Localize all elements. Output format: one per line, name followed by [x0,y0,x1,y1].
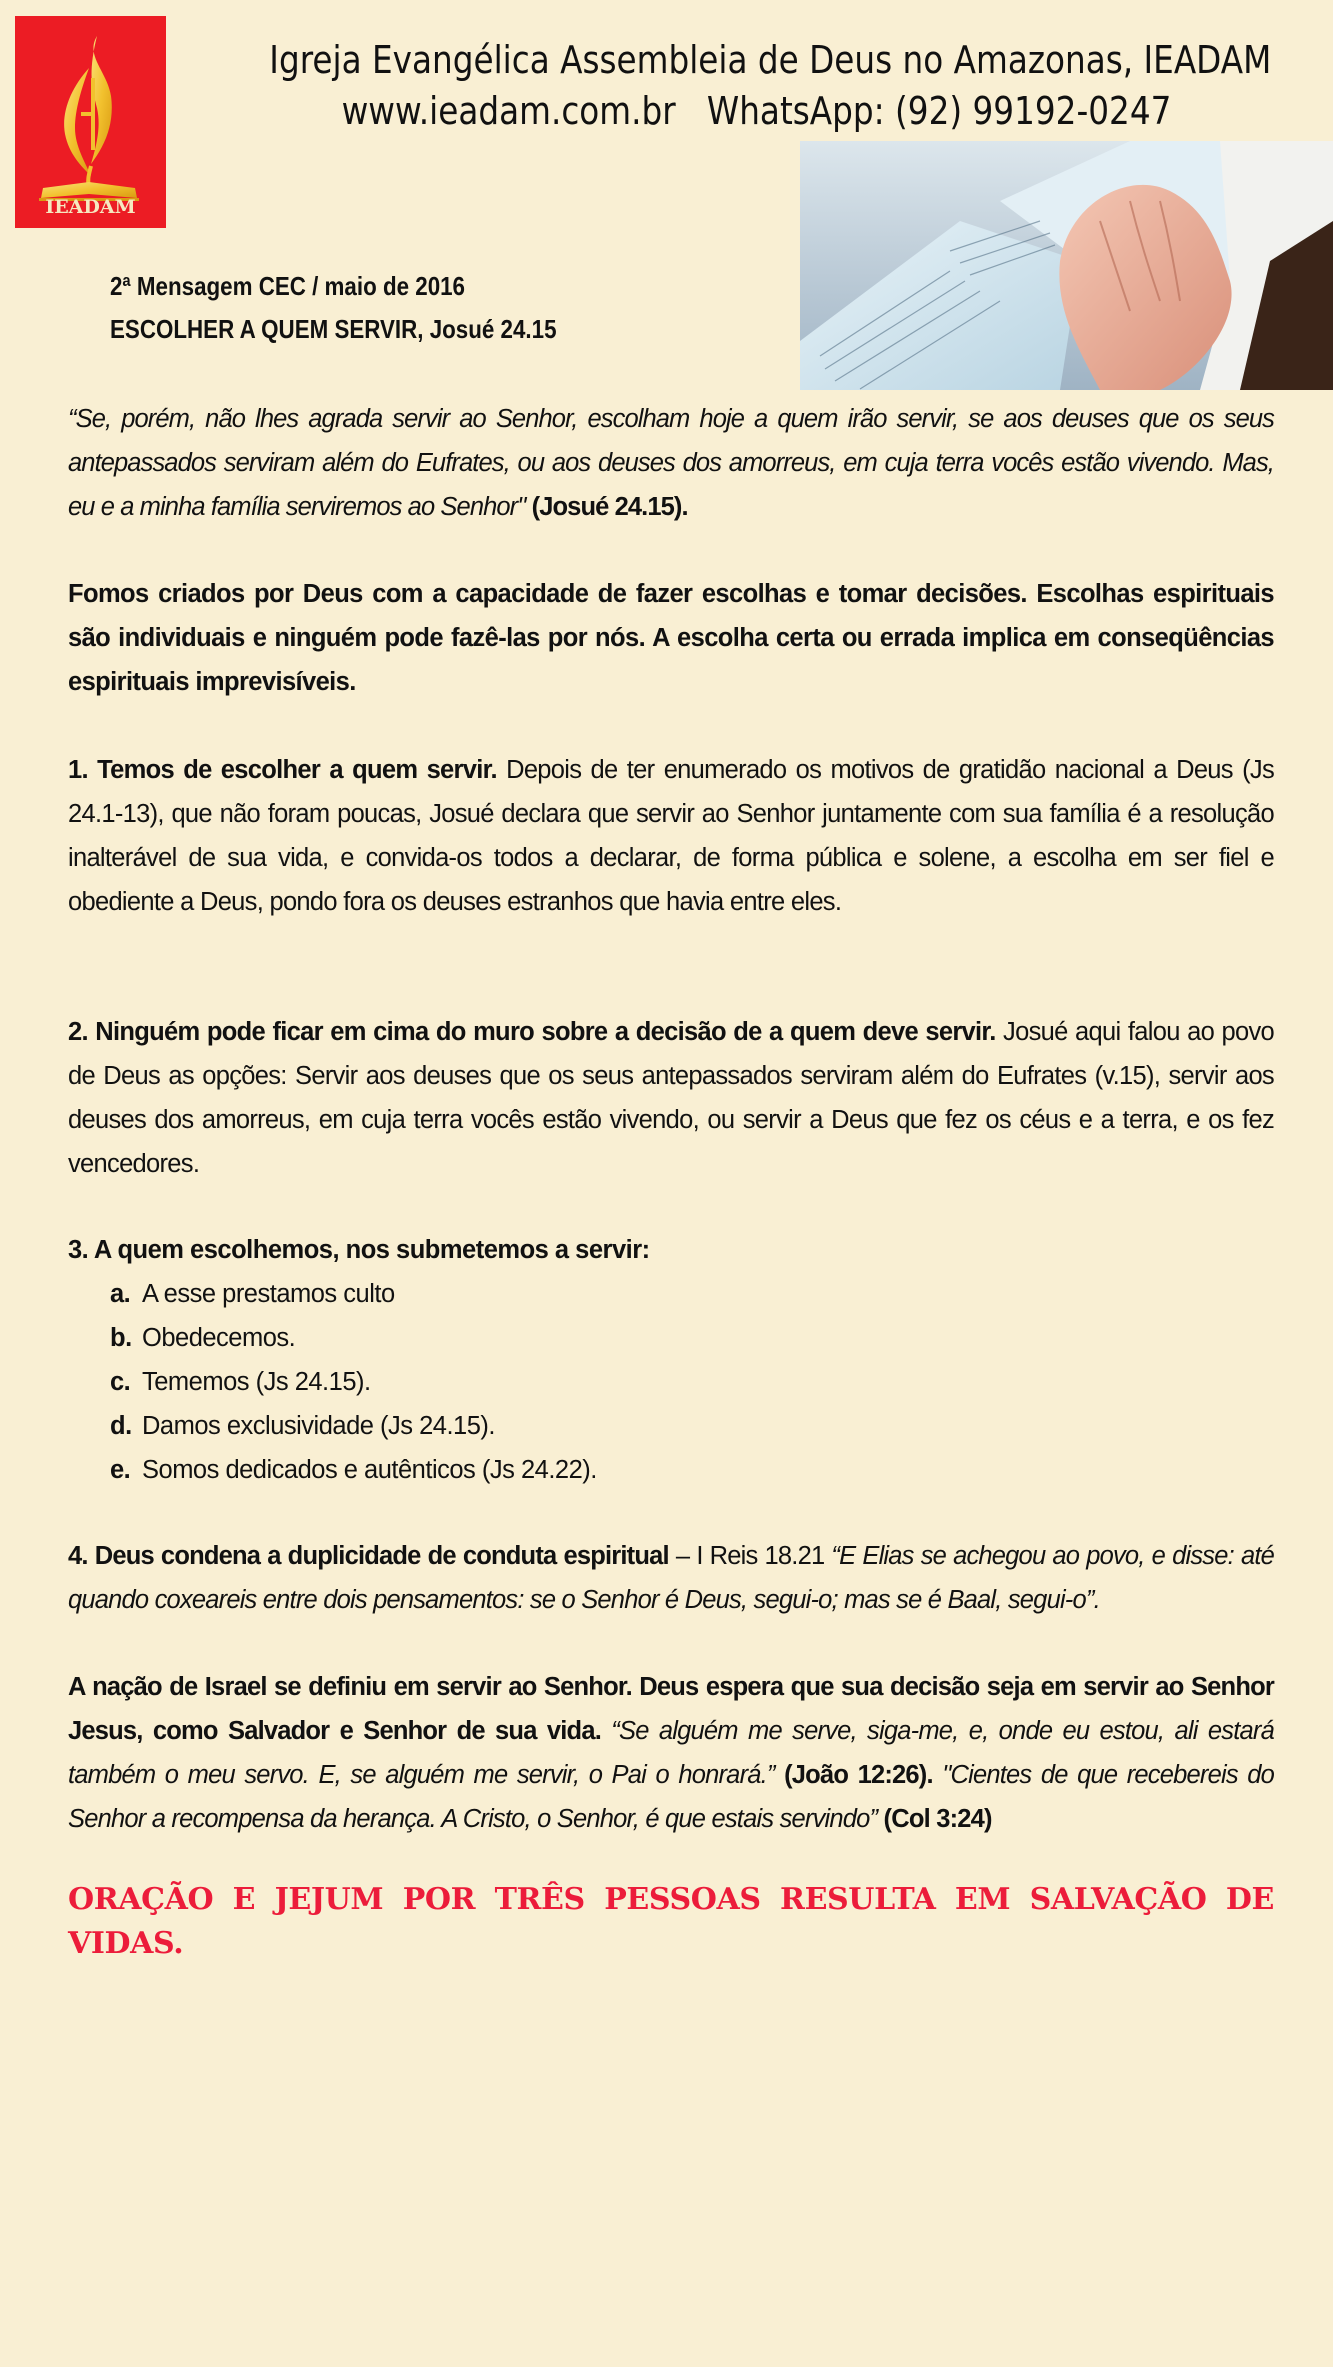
list-item-text: Obedecemos. [142,1324,296,1352]
list-item-text: A esse prestamos culto [142,1280,395,1308]
point-3-list [68,1272,1274,1492]
opening-scripture [68,397,1274,529]
whatsapp-contact[interactable]: WhatsApp: (92) 99192-0247 [706,89,1172,133]
conclusion-quote-2: "Cientes de que recebereis do Senhor a recompensa da herança. A Cristo, o Senhor, é que estais servindo” [68,1761,1275,1833]
point-2-heading: 2. Ninguém pode ficar em cima do muro sobre a decisão de a quem deve servir. [68,1018,996,1046]
list-item-text: Damos exclusividade (Js 24.15). [142,1412,495,1440]
intro-paragraph [68,572,1274,704]
list-item [110,1360,1274,1404]
conclusion-ref-2: (Col 3:24) [877,1805,992,1833]
header-photo [800,141,1333,390]
conclusion-paragraph [68,1665,1274,1841]
conclusion-ref-1: (João 12:26). [774,1761,943,1789]
list-marker: a. [110,1280,131,1308]
intro-text: Fomos criados por Deus com a capacidade de fazer escolhas e tomar decisões. Escolhas espirituais são individuais e ninguém pode fazê-las por nós. A escolha certa ou errada implica em conseqüências espirituais imprevisíveis. [68,580,1274,696]
conclusion-quote-1: “Se alguém me serve, siga-me, e, onde eu estou, ali estará também o meu servo. E, se alguém me servir, o Pai o honrará.” [68,1717,1274,1789]
message-series: 2ª Mensagem CEC / maio de 2016 [110,271,466,301]
point-1 [68,748,1274,924]
church-name: Igreja Evangélica Assembleia de Deus no Amazonas, IEADAM [269,38,1272,82]
list-marker: c. [110,1368,131,1396]
conclusion-text: A nação de Israel se definiu em servir ao Senhor. Deus espera que sua decisão seja em servir ao Senhor Jesus, como Salvador e Senhor de sua vida. [68,1673,1274,1745]
scripture-quote: “Se, porém, não lhes agrada servir ao Senhor, escolham hoje a quem irão servir, se aos deuses que os seus antepassados serviram além do Eufrates, ou aos deuses dos amorreus, em cuja terra vocês estão vivendo. Mas, eu e a minha família serviremos ao Senhor" [68,405,1274,521]
message-title: ESCOLHER A QUEM SERVIR, Josué 24.15 [110,314,557,344]
point-4-quote: “E Elias se achegou ao povo, e disse: até quando coxeareis entre dois pensamentos: se o Senhor é Deus, segui-o; mas se é Baal, segui-o”. [68,1542,1274,1614]
list-item [110,1316,1274,1360]
point-2 [68,1010,1274,1186]
list-item [110,1272,1274,1316]
point-1-body: Depois de ter enumerado os motivos de gratidão nacional a Deus (Js 24.1-13), que não foram poucas, Josué declara que servir ao Senhor juntamente com sua família é a resolução inalterável de sua vida, e convida-os todos a declarar, de forma pública e solene, a escolha em ser fiel e obediente a Deus, pondo fora os deuses estranhos que havia entre eles. [68,756,1274,916]
praying-hands-photo-icon [800,141,1333,390]
point-4-heading: 4. Deus condena a duplicidade de conduta espiritual [68,1542,669,1570]
list-item [110,1404,1274,1448]
scripture-reference: (Josué 24.15). [525,493,688,521]
logo-wordmark: IEADAM [45,196,136,218]
point-1-heading: 1. Temos de escolher a quem servir. [68,756,497,784]
point-4 [68,1534,1274,1622]
point-4-reference: – I Reis 18.21 [668,1542,832,1570]
list-marker: e. [110,1456,131,1484]
list-marker: b. [110,1324,132,1352]
list-item-text: Tememos (Js 24.15). [142,1368,371,1396]
point-3 [68,1228,1274,1492]
website-link[interactable]: www.ieadam.com.br [341,89,676,133]
point-3-heading: 3. A quem escolhemos, nos submetemos a servir: [68,1236,650,1264]
closing-call-to-action: ORAÇÃO E JEJUM POR TRÊS PESSOAS RESULTA EM SALVAÇÃO DE VIDAS. [68,1882,1274,1961]
list-marker: d. [110,1412,132,1440]
ieadam-logo [15,16,166,228]
list-item [110,1448,1274,1492]
list-item-text: Somos dedicados e autênticos (Js 24.22). [142,1456,597,1484]
contact-line [269,89,1243,133]
point-2-body: Josué aqui falou ao povo de Deus as opções: Servir aos deuses que os seus antepassados serviram além do Eufrates (v.15), servir aos deuses dos amorreus, em cuja terra vocês estão vivendo, ou servir a Deus que fez os céus e a terra, e os fez vencedores. [68,1018,1275,1178]
